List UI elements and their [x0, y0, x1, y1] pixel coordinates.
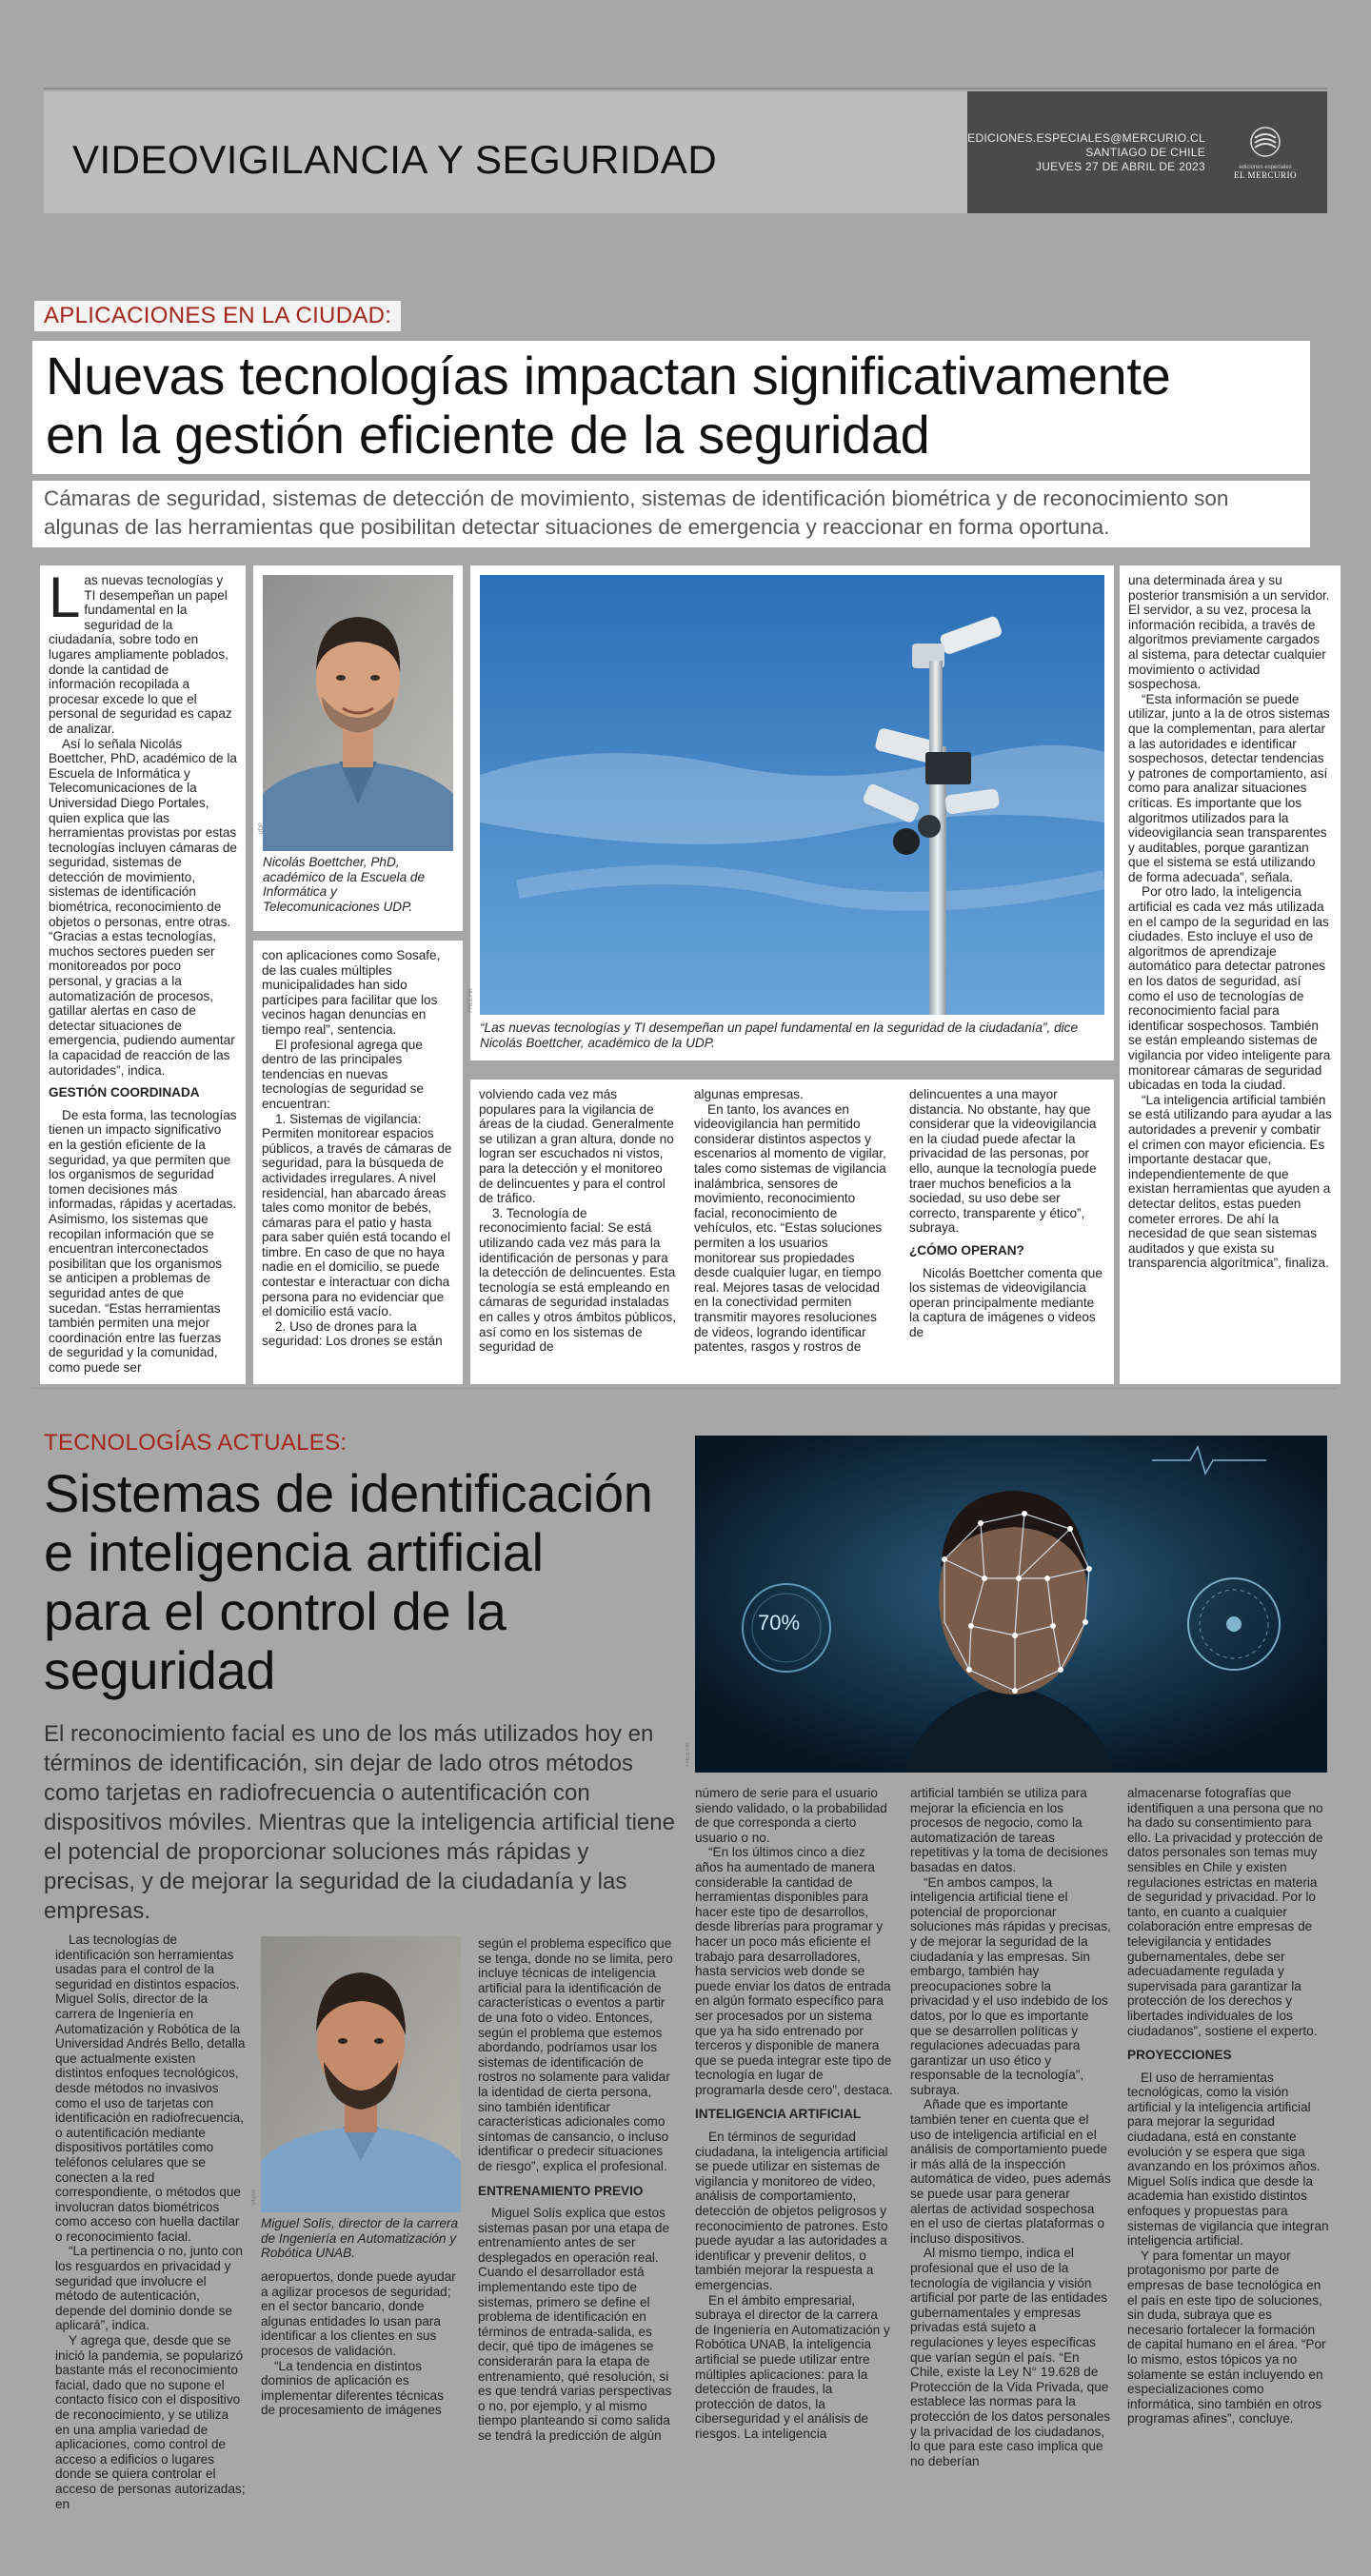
article2-paragraph: artificial también se utiliza para mejorar la eficiencia en los procesos de negocio, como la automatización de tareas repetitivas y la toma de decisiones basadas en datos.: [910, 1786, 1108, 1874]
article1-headline-line1: Nuevas tecnologías impactan significativamente: [46, 346, 1171, 406]
dropcap: L: [49, 565, 81, 629]
solis-caption: Miguel Solís, director de la carrera de Ingeniería en Automatización y Robótica UNAB.: [261, 2216, 459, 2261]
section-divider: [32, 1388, 1337, 1389]
solis-portrait: [261, 1936, 461, 2212]
article2-column-1: [55, 1932, 246, 2511]
article1-paragraph: algunas empresas.: [694, 1087, 804, 1101]
article2-paragraph: En el ámbito empresarial, subraya el director de la carrera de Ingeniería en Automatización y Robótica UNAB, la inteligencia artificial se puede utilizar entre múltiples aplicaciones: para la detección de fraudes, la protección de datos, la ciberseguridad y el análisis de riesgos. La inteligencia: [695, 2292, 890, 2441]
article2-paragraph: número de serie para el usuario siendo validado, o la probabilidad de que corresponda a cierto usuario o no.: [695, 1786, 887, 1845]
article2-paragraph: En términos de seguridad ciudadana, la inteligencia artificial se puede utilizar en sistemas de vigilancia y monitoreo de video, análisis de comportamiento, detección de objetos peligrosos y reconocimiento de patrones. Esto puede ayudar a las autoridades a identificar y prevenir delitos, o también mejorar la respuesta a emergencias.: [695, 2130, 888, 2292]
article1-kicker: APLICACIONES EN LA CIUDAD:: [34, 301, 401, 331]
contact-email[interactable]: EDICIONES.ESPECIALES@MERCURIO.CL: [967, 131, 1205, 145]
article1-paragraph: En tanto, los avances en videovigilancia han permitido considerar distintos aspectos y escenarios al momento de vigilar, tales como sistemas de vigilancia inalámbrica, sensores de movimiento, reconocimiento facial, reconocimiento de vehículos, etc. “Estas soluciones permiten a los usuarios monitorear sus propiedades desde cualquier lugar, en tiempo real. Mejores tasas de velocidad en la conectividad permiten transmitir mayores resoluciones de videos, logrando identificar patentes, rasgos y rostros de: [694, 1101, 886, 1355]
boettcher-photo-block: [253, 565, 463, 931]
article2-paragraph: “La pertinencia o no, junto con los resguardos en privacidad y seguridad que involucre el método de autenticación, depende del dominio donde se aplicará”, indica.: [55, 2244, 243, 2333]
facial-recognition-image: [695, 1436, 1327, 1773]
publication-city: SANTIAGO DE CHILE: [1085, 146, 1205, 159]
article1-paragraph: 1. Sistemas de vigilancia: Permiten monitorear espacios públicos, a través de cámaras de seguridad, para la búsqueda de actividades irregulares. A nivel residencial, han abarcado áreas tales como monitor de bebés, cámaras para el patio y hasta para saber quién está tocando el timbre. En caso de que no haya nadie en el domicilio, se puede contestar e interactuar con dicha persona para no evidenciar que el domicilio está vacío.: [262, 1111, 452, 1319]
article1-paragraph: Así lo señala Nicolás Boettcher, PhD, académico de la Escuela de Informática y Telecomunicaciones de la Universidad Diego Portales, quien explica que las herramientas provistas por estas tecnologías incluyen cámaras de seguridad, sistemas de detección de movimiento, sistemas de identificación biométrica, reconocimiento de objetos o personas, entre otras. “Gracias a estas tecnologías, muchos sectores pueden ser monitoreados por poco personal, y gracias a la automatización de procesos, gatillar alertas en caso de detectar situaciones de emergencia, pudiendo aumentar la capacidad de reacción de las autoridades”, indica.: [49, 736, 237, 1078]
article1-deck-box: [32, 481, 1310, 547]
article1-paragraph: 3. Tecnología de reconocimiento facial: Se está utilizando cada vez más para la identificación de personas y para la detección de delincuentes. Esta tecnología se está empleando en cámaras de seguridad instaladas en calles y otros ámbitos públicos, así como en los sistemas de seguridad de: [479, 1205, 677, 1355]
boettcher-portrait-image: [263, 575, 453, 851]
masthead: [44, 88, 1327, 211]
article2-paragraph: según el problema específico que se tenga, donde no se limita, pero incluye técnicas de inteligencia artificial para la identificación de características o eventos a partir de una foto o video. Entonces, según el problema que estemos abordando, podríamos usar los sistemas de identificación de rostros no solamente para validar la identidad de cierta persona, sino también identificar características adicionales como síntomas de cansancio, o incluso identificar o predecir situaciones de riesgo”, explica el profesional.: [478, 1936, 673, 2173]
el-mercurio-logo: [1222, 126, 1308, 180]
boettcher-portrait: [263, 575, 453, 851]
section-title: VIDEOVIGILANCIA Y SEGURIDAD: [72, 137, 718, 182]
photo2-credit: FREEPIK: [468, 988, 474, 1013]
article2-column-4: [695, 1786, 895, 2517]
article2-subhead-inteligencia: INTELIGENCIA ARTIFICIAL: [695, 2107, 862, 2122]
article2-column-6: [1127, 1786, 1329, 2517]
article2-subhead-proyecciones: PROYECCIONES: [1127, 2048, 1232, 2063]
article1-headline-line2: en la gestión eficiente de la seguridad: [46, 405, 930, 465]
article1-subhead-como-operan: ¿CÓMO OPERAN?: [909, 1242, 1024, 1258]
article2-headline-line1: Sistemas de identificación: [44, 1463, 653, 1523]
article1-column-6: [1120, 565, 1341, 1384]
article2-paragraph: El uso de herramientas tecnológicas, como la visión artificial y la inteligencia artificial para mejorar la seguridad ciudadana, está en constante evolución y se espera que siga avanzando en los próximos años. Miguel Solís indica que desde la academia han existido distintos enfoques y propuestas para sistemas de vigilancia que integran inteligencia artificial.: [1127, 2070, 1329, 2249]
logo-subtitle: ediciones especiales: [1239, 165, 1292, 170]
article1-column-5: [901, 1080, 1114, 1384]
article2-paragraph: Las tecnologías de identificación son herramientas usadas para el control de la seguridad en distintos espacios. Miguel Solís, director de la carrera de Ingeniería en Automatización y Robótica de la Universidad Andrés Bello, detalla que actualmente existen distintos enfoques tecnológicos, desde métodos no invasivos como el uso de tarjetas con identificación en radiofrecuencia, o autentificación mediante dispositivos portátiles como teléfonos celulares que se conecten a la red correspondiente, o métodos que involucran datos biométricos como acceso con huella dactilar o reconocimiento facial.: [55, 1932, 246, 2244]
article1-paragraph: 2. Uso de drones para la seguridad: Los drones se están: [262, 1318, 443, 1349]
article1-paragraph: Nicolás Boettcher comenta que los sistemas de videovigilancia operan principalmente mediante la captura de imágenes o videos de: [909, 1265, 1103, 1339]
article2-paragraph: Y para fomentar un mayor protagonismo por parte de empresas de base tecnológica en el país en este tipo de soluciones, sin duda, subraya que es necesario fortalecer la formación de capital humano en el área. “Por lo mismo, estos tópicos ya no solamente se están incluyendo en especializaciones como informática, sino también en otros programas afines”, concluye.: [1127, 2248, 1326, 2427]
article1-paragraph: una determinada área y su posterior transmisión a un servidor. El servidor, a su vez, procesa la información recibida, a través de algoritmos previamente cargados al sistema, para detectar cualquier movimiento o actividad sospechosa.: [1128, 573, 1330, 692]
article1-headline-box: [32, 341, 1310, 474]
article1-paragraph: “Esta información se puede utilizar, junto a la de otros sistemas que la complementan, para alertar a las autoridades e identificar sospechosos, detectar tendencias y patrones de comportamiento, así como para analizar situaciones críticas. Es importante que los algoritmos utilizados para la videovigilancia sean transparentes y auditables, porque garantizan que el sistema se está utilizando de forma adecuada”, señala.: [1128, 691, 1330, 884]
article2-paragraph: almacenarse fotografías que identifiquen a una persona que no ha dado su consentimiento para ello. La privacidad y protección de datos personales son temas muy sensibles en Chile y existen regulaciones estrictas en materia de seguridad y privacidad. Por lo tanto, en cuanto a cualquier colaboración entre empresas de televigilancia y entidades gubernamentales, debe ser adecuadamente regulada y supervisada para garantizar la protección de los derechos y libertades individuales de los ciudadanos”, sostiene el experto.: [1127, 1786, 1323, 2038]
facial-recognition-photo: [695, 1436, 1327, 1773]
article2-column-5: [910, 1786, 1112, 2517]
photo1-credit: UDP: [259, 822, 265, 835]
article2-paragraph: “En los últimos cinco a diez años ha aumentado de manera considerable la cantidad de herramientas disponibles para hacer este tipo de desarrollos, desde librerías para programar y hacer un poco más eficiente el trabajo para desarrolladores, hasta servicios web donde se puede enviar los datos de entrada en algún formato específico para ser procesados por un sistema que ya ha sido entrenado por terceros y disponible de manera que se pueda integrar este tipo de tecnología en lugar de programarla desde cero”, destaca.: [695, 1845, 893, 2097]
masthead-info-panel: [967, 91, 1327, 213]
hero-credit: FREEPIK: [686, 1742, 691, 1767]
article1-deck: Cámaras de seguridad, sistemas de detección de movimiento, sistemas de identificación biométrica y de reconocimiento son algunas de las herramientas que posibilitan detectar situaciones de emergencia y reaccionar en forma oportuna.: [44, 486, 1229, 539]
article1-paragraph: De esta forma, las tecnologías tienen un impacto significativo en la gestión eficiente de la seguridad, ya que permiten que los organismos de seguridad tomen decisiones más informadas, rápidas y acertadas. Asimismo, los sistemas que recopilan información que se encuentran interconectados posibilitan que los organismos se anticipen a problemas de seguridad antes de que sucedan. “Estas herramientas también permiten una mejor coordinación entre las fuerzas de seguridad y la comunidad, como puede ser: [49, 1107, 237, 1375]
article2-headline-line4: seguridad: [44, 1640, 276, 1700]
article2-paragraph: Añade que es importante también tener en cuenta que el uso de inteligencia artificial en el análisis de comportamiento puede ir más allá de la inspección automática de video, pues además se puede usar para generar alertas de actividad sospechosa en el uso de ciertas plataformas o incluso dispositivos.: [910, 2097, 1111, 2246]
article2-column-2: [261, 2269, 461, 2517]
camera-photo-block: [470, 565, 1114, 1060]
article1-paragraph: volviendo cada vez más populares para la vigilancia de áreas de la ciudad. Generalmente se utilizan a gran altura, donde no logran ser escuchados ni vistos, para la detección y el monitoreo de delincuentes y para el control de tráfico.: [479, 1087, 674, 1206]
article2-subhead-entrenamiento: ENTRENAMIENTO PREVIO: [478, 2183, 644, 2198]
security-cameras-image: [480, 575, 1104, 1015]
cameras-caption: “Las nuevas tecnologías y TI desempeñan un papel fundamental en la seguridad de la ciudadanía”, dice Nicolás Boettcher, académico de la UDP.: [480, 1020, 1079, 1050]
security-cameras-photo: [480, 575, 1104, 1015]
article1-paragraph: El profesional agrega que dentro de las principales tendencias en nuevas tecnologías de seguridad se encuentran:: [262, 1037, 425, 1111]
masthead-title-bar: [44, 91, 967, 213]
article2-column-3: [478, 1936, 678, 2517]
article2-headline-line3: para el control de la: [44, 1581, 507, 1641]
article1-headline: [46, 347, 1171, 465]
article1-subhead-gestion: GESTIÓN COORDINADA: [49, 1085, 200, 1100]
article2-kicker: TECNOLOGÍAS ACTUALES:: [44, 1430, 348, 1456]
recognition-percent: 70%: [758, 1611, 801, 1635]
newspaper-logo-icon: [1249, 126, 1282, 158]
article2-headline-line2: e inteligencia artificial: [44, 1522, 544, 1582]
article1-paragraph: Las nuevas tecnologías y TI desempeñan un papel fundamental en la seguridad de la ciudadanía, sobre todo en lugares ampliamente poblados, donde la cantidad de información recopilada a procesar excede lo que el personal de seguridad es capaz de analizar.: [49, 565, 232, 736]
boettcher-caption: Nicolás Boettcher, PhD, académico de la Escuela de Informática y Telecomunicaciones UDP.: [263, 855, 426, 914]
solis-photo-credit: UNAB: [251, 2190, 257, 2206]
publication-date: JUEVES 27 DE ABRIL DE 2023: [1035, 160, 1205, 173]
article2-paragraph: aeropuertos, donde puede ayudar a agilizar procesos de seguridad; en el sector bancario, donde algunas entidades lo usan para identificar a los clientes en sus procesos de validación.: [261, 2269, 456, 2358]
article1-paragraph: con aplicaciones como Sosafe, de las cuales múltiples municipalidades han sido partícipes para facilitar que los vecinos hagan denuncias en tiempo real”, sentencia.: [262, 948, 441, 1037]
article2-paragraph: “En ambos campos, la inteligencia artificial tiene el potencial de proporcionar soluciones más rápidas y precisas, y de mejorar la seguridad de la ciudadanía y las empresas. Sin embargo, también hay preocupaciones sobre la privacidad y el uso indebido de los datos, por lo que es importante que se desarrollen políticas y regulaciones adecuadas para garantizar un uso ético y responsable de la tecnología”, subraya.: [910, 1874, 1111, 2097]
publication-info: [967, 131, 1205, 174]
article1-paragraph: Por otro lado, la inteligencia artificial es cada vez más utilizada en el campo de la seguridad en las ciudades. Esto incluye el uso de algoritmos de aprendizaje automático para detectar patrones en los datos de seguridad, así como el uso de tecnologías de reconocimiento facial para identificar sospechosos. También se están empleando sistemas de vigilancia por video inteligente para monitorear cámaras de seguridad ubicadas en toda la ciudad.: [1128, 884, 1331, 1093]
solis-portrait-image: [261, 1936, 461, 2212]
article2-paragraph: Al mismo tiempo, indica el profesional que el uso de la tecnología de vigilancia y visión artificial por parte de las entidades gubernamentales y empresas privadas está sujeto a regulaciones y leyes específicas que varían según el país. “En Chile, existe la Ley N° 19.628 de Protección de la Vida Privada, que establece las normas para la protección de los datos personales y la privacidad de los ciudadanos, lo que para este caso implica que no deberían: [910, 2246, 1111, 2468]
article1-paragraph: delincuentes a una mayor distancia. No obstante, hay que considerar que la videovigilancia en la ciudad puede afectar la privacidad de las personas, por ello, aunque la tecnología puede traer muchos beneficios a la sociedad, su uso debe ser correcto, transparente y ético”, subraya.: [909, 1087, 1097, 1236]
article2-deck: El reconocimiento facial es uno de los más utilizados hoy en términos de identificación, sin dejar de lado otros métodos como tarjetas en radiofrecuencia o autentificación con dispositivos móviles. Mientras que la inteligencia artificial tiene el potencial de proporcionar soluciones más rápidas y precisas, y de mejorar la seguridad de la ciudadanía y las empresas.: [44, 1721, 675, 1924]
article1-column-1: [40, 565, 246, 1384]
article1-column-4: [686, 1080, 901, 1384]
article2-paragraph: “La tendencia en distintos dominios de aplicación es implementar diferentes técnicas de procesamiento de imágenes: [261, 2358, 444, 2418]
article1-paragraph: “La inteligencia artificial también se está utilizando para ayudar a las autoridades a prevenir y combatir el crimen con mayor eficiencia. Es importante destacar que, independientemente de que existan herramientas que ayuden a detectar delitos, estas pueden cometer errores. De ahí la necesidad de que sean sistemas auditados y que exista su transparencia algorítmica”, finaliza.: [1128, 1092, 1332, 1271]
logo-name: EL MERCURIO: [1234, 170, 1297, 180]
article2-paragraph: Y agrega que, desde que se inició la pandemia, se popularizó bastante más el reconocimiento facial, dado que no supone el contacto físico con el dispositivo de reconocimiento, y se utiliza en una amplia variedad de aplicaciones, como control de acceso a edificios o lugares donde se quiera controlar el acceso de personas autorizadas; en: [55, 2333, 246, 2511]
article2-paragraph: Miguel Solís explica que estos sistemas pasan por una etapa de entrenamiento antes de ser desplegados en operación real. Cuando el desarrollador está implementando este tipo de sistemas, primero se define el problema de identificación en términos de entrada-salida, es decir, qué tipo de imágenes se considerarán para la etapa de entrenamiento, qué resolución, si es que tendrá varias perspectivas o no, por ejemplo, y al mismo tiempo planteando si como salida se tendrá la predicción de algún: [478, 2206, 672, 2443]
article1-column-2: [253, 941, 463, 1384]
article1-column-3: [470, 1080, 686, 1384]
article2-headline: [44, 1464, 672, 1700]
